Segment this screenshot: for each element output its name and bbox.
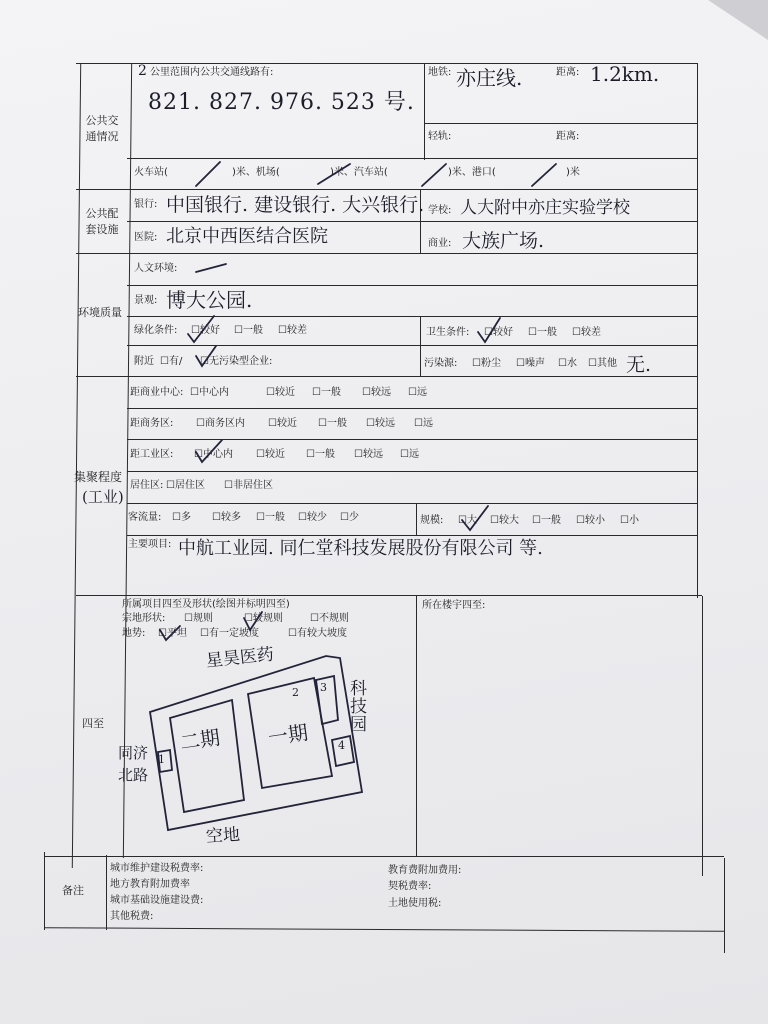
- humanities-slash: [196, 264, 226, 272]
- nearby-none-option[interactable]: ☐ 无污染型企业:: [200, 357, 272, 367]
- scale-option-1[interactable]: ☐ 大: [458, 516, 477, 526]
- train-station-label: 火车站(: [134, 167, 168, 178]
- section-label-facilities: 公共配套设施: [85, 207, 119, 236]
- sketch-phase2-label: 二期: [178, 725, 222, 755]
- airport-slash: [318, 164, 350, 184]
- section-label-remarks: 备注: [62, 884, 84, 897]
- humanities-label: 人文环境:: [134, 263, 178, 274]
- business-option-2[interactable]: ☐ 较近: [268, 419, 297, 429]
- commercial-center-label: 距商业中心:: [130, 387, 184, 398]
- business-option-3[interactable]: ☐ 一般: [318, 419, 347, 429]
- sketch-phase2-block: [170, 700, 244, 812]
- traffic-option-3[interactable]: ☐ 一般: [256, 513, 285, 523]
- landscape-label: 景观:: [134, 295, 158, 306]
- subway-distance-value: 1.2km.: [590, 62, 660, 86]
- traffic-option-1[interactable]: ☐ 多: [172, 513, 191, 523]
- greening-label: 绿化条件:: [134, 325, 178, 336]
- traffic-label: 客流量:: [128, 512, 162, 523]
- sketch-number-2: 2: [292, 686, 299, 699]
- residential-option-2[interactable]: ☐ 非居住区: [224, 481, 273, 491]
- airport-label: )米、机场(: [232, 167, 280, 178]
- industrial-option-1[interactable]: ☐ 中心内: [194, 450, 233, 460]
- bank-value: 中国银行. 建设银行. 大兴银行.: [166, 194, 425, 216]
- light-rail-distance-label: 距离:: [556, 131, 580, 142]
- landscape-value: 博大公园.: [166, 288, 253, 312]
- section-label-environment: 环境质量: [78, 306, 122, 319]
- residential-option-1[interactable]: ☐ 居住区: [166, 481, 205, 491]
- parcel-shape-label: 宗地形状:: [122, 613, 166, 624]
- train-station-slash: [196, 162, 220, 186]
- subway-value: 亦庄线.: [456, 66, 523, 90]
- bank-label: 银行:: [134, 199, 158, 210]
- sanitation-option-average[interactable]: ☐ 一般: [528, 328, 557, 338]
- terrain-option-1[interactable]: ☐ 平坦: [158, 629, 187, 639]
- sketch-number-3: 3: [320, 681, 327, 694]
- greening-option-average[interactable]: ☐ 一般: [234, 326, 263, 336]
- sketch-south-label: 空地: [205, 824, 241, 848]
- range-value: 2: [138, 63, 147, 79]
- traffic-option-5[interactable]: ☐ 少: [340, 513, 359, 523]
- scale-option-4[interactable]: ☐ 较小: [576, 516, 605, 526]
- parcel-shape-option-3[interactable]: ☐ 不规则: [310, 614, 349, 624]
- school-label: 学校:: [428, 205, 452, 216]
- scale-option-5[interactable]: ☐ 小: [620, 516, 639, 526]
- business-option-5[interactable]: ☐ 远: [414, 419, 433, 429]
- sanitation-label: 卫生条件:: [426, 327, 470, 338]
- school-value: 人大附中亦庄实验学校: [460, 198, 630, 218]
- sketch-north-label: 星昊医药: [205, 644, 275, 672]
- nearby-prefix: 附近: [134, 356, 154, 367]
- port-label: )米、港口(: [448, 167, 496, 178]
- commerce-value: 大族广场.: [462, 230, 545, 252]
- nearby-checkmark: [196, 346, 216, 366]
- sketch-block-1: [158, 750, 172, 772]
- building-boundaries-label: 所在楼宇四至:: [422, 600, 486, 611]
- sanitation-option-poor[interactable]: ☐ 较差: [572, 328, 601, 338]
- hospital-label: 医院:: [134, 232, 158, 243]
- remark-city-maintenance-tax: 城市维护建设税费率:: [110, 863, 204, 874]
- remark-other-taxes: 其他税费:: [110, 911, 154, 922]
- sketch-west-label: 同济北路: [118, 744, 149, 784]
- remark-local-education: 地方教育附加费率: [110, 879, 190, 890]
- business-label: 距商务区:: [130, 418, 174, 429]
- commercial-center-option-1[interactable]: ☐ 中心内: [190, 388, 229, 398]
- business-option-4[interactable]: ☐ 较远: [366, 419, 395, 429]
- greening-option-good[interactable]: ☐ 较好: [191, 326, 220, 336]
- hospital-value: 北京中西医结合医院: [166, 226, 328, 247]
- industrial-option-4[interactable]: ☐ 较远: [354, 450, 383, 460]
- terrain-label: 地势:: [122, 628, 146, 639]
- parcel-shape-option-1[interactable]: ☐ 规则: [184, 614, 213, 624]
- commercial-center-option-3[interactable]: ☐ 一般: [312, 388, 341, 398]
- pollution-option-noise[interactable]: ☐ 噪声: [516, 359, 545, 369]
- sketch-block-4: [332, 736, 354, 766]
- residential-label: 居住区:: [130, 480, 164, 491]
- pollution-label: 污染源:: [424, 358, 458, 369]
- pollution-value: 无.: [626, 354, 652, 376]
- section-label-transport: 公共交通情况: [85, 114, 119, 143]
- sketch-number-4: 4: [338, 739, 345, 752]
- projects-label: 主要项目:: [128, 539, 172, 550]
- bus-station-slash: [422, 164, 446, 186]
- parcel-shape-option-2[interactable]: ☐ 较规则: [244, 614, 283, 624]
- pollution-option-other[interactable]: ☐ 其他: [588, 359, 617, 369]
- port-meters-label: )米: [566, 167, 580, 178]
- sanitation-option-good[interactable]: ☐ 较好: [484, 328, 513, 338]
- section-label-boundaries: 四至: [82, 717, 104, 730]
- scale-checkmark: [462, 506, 488, 530]
- commercial-center-option-4[interactable]: ☐ 较远: [362, 388, 391, 398]
- range-prefix: 公里范围内公共交通线路有:: [150, 67, 274, 78]
- industrial-label: 距工业区:: [130, 449, 174, 460]
- commercial-center-option-5[interactable]: ☐ 远: [408, 388, 427, 398]
- scale-option-3[interactable]: ☐ 一般: [532, 516, 561, 526]
- agglomeration-handwritten-note: (工业): [82, 488, 124, 506]
- projects-value: 中航工业园. 同仁堂科技发展股份有限公司 等.: [178, 538, 543, 559]
- terrain-option-3[interactable]: ☐ 有较大坡度: [288, 629, 347, 639]
- business-option-1[interactable]: ☐ 商务区内: [196, 419, 245, 429]
- remark-deed-tax-rate: 契税费率:: [388, 881, 432, 892]
- light-rail-label: 轻轨:: [428, 131, 452, 142]
- sketch-phase1-block: [248, 678, 332, 788]
- sketch-number-1: 1: [158, 753, 165, 766]
- shape-title: 所属项目四至及形状(绘图并标明四至): [122, 599, 290, 610]
- sanitation-checkmark: [478, 318, 500, 342]
- sketch-block-3: [316, 676, 338, 724]
- port-slash: [532, 164, 556, 186]
- greening-option-poor[interactable]: ☐ 较差: [278, 326, 307, 336]
- bus-station-label: )米、汽车站(: [330, 167, 388, 178]
- terrain-checkmark: [160, 626, 180, 640]
- bus-lines-value: 821. 827. 976. 523 号.: [148, 90, 415, 115]
- pollution-option-dust[interactable]: ☐ 粉尘: [472, 359, 501, 369]
- subway-distance-label: 距离:: [556, 67, 580, 78]
- industrial-option-3[interactable]: ☐ 一般: [306, 450, 335, 460]
- traffic-option-2[interactable]: ☐ 较多: [212, 513, 241, 523]
- commercial-center-option-2[interactable]: ☐ 较近: [266, 388, 295, 398]
- sketch-phase1-label: 一期: [266, 720, 310, 750]
- remark-infrastructure-fee: 城市基础设施建设费:: [110, 895, 204, 906]
- subway-label: 地铁:: [428, 67, 452, 78]
- remark-education-surcharge: 教育费附加费用:: [388, 865, 462, 876]
- industrial-option-2[interactable]: ☐ 较近: [256, 450, 285, 460]
- remark-land-use-tax: 土地使用税:: [388, 898, 442, 909]
- terrain-option-2[interactable]: ☐ 有一定坡度: [200, 629, 259, 639]
- scale-label: 规模:: [420, 515, 444, 526]
- nearby-has-option[interactable]: ☐ 有/: [160, 357, 182, 367]
- commerce-label: 商业:: [428, 238, 452, 249]
- industrial-checkmark: [196, 440, 222, 462]
- scale-option-2[interactable]: ☐ 较大: [490, 516, 519, 526]
- sketch-east-label: 科技园: [350, 679, 367, 735]
- parcel-shape-checkmark: [244, 612, 262, 630]
- greening-checkmark: [188, 316, 214, 342]
- industrial-option-5[interactable]: ☐ 远: [400, 450, 419, 460]
- traffic-option-4[interactable]: ☐ 较少: [298, 513, 327, 523]
- pollution-option-water[interactable]: ☐ 水: [558, 359, 577, 369]
- section-label-agglomeration: 集聚程度: [74, 470, 123, 484]
